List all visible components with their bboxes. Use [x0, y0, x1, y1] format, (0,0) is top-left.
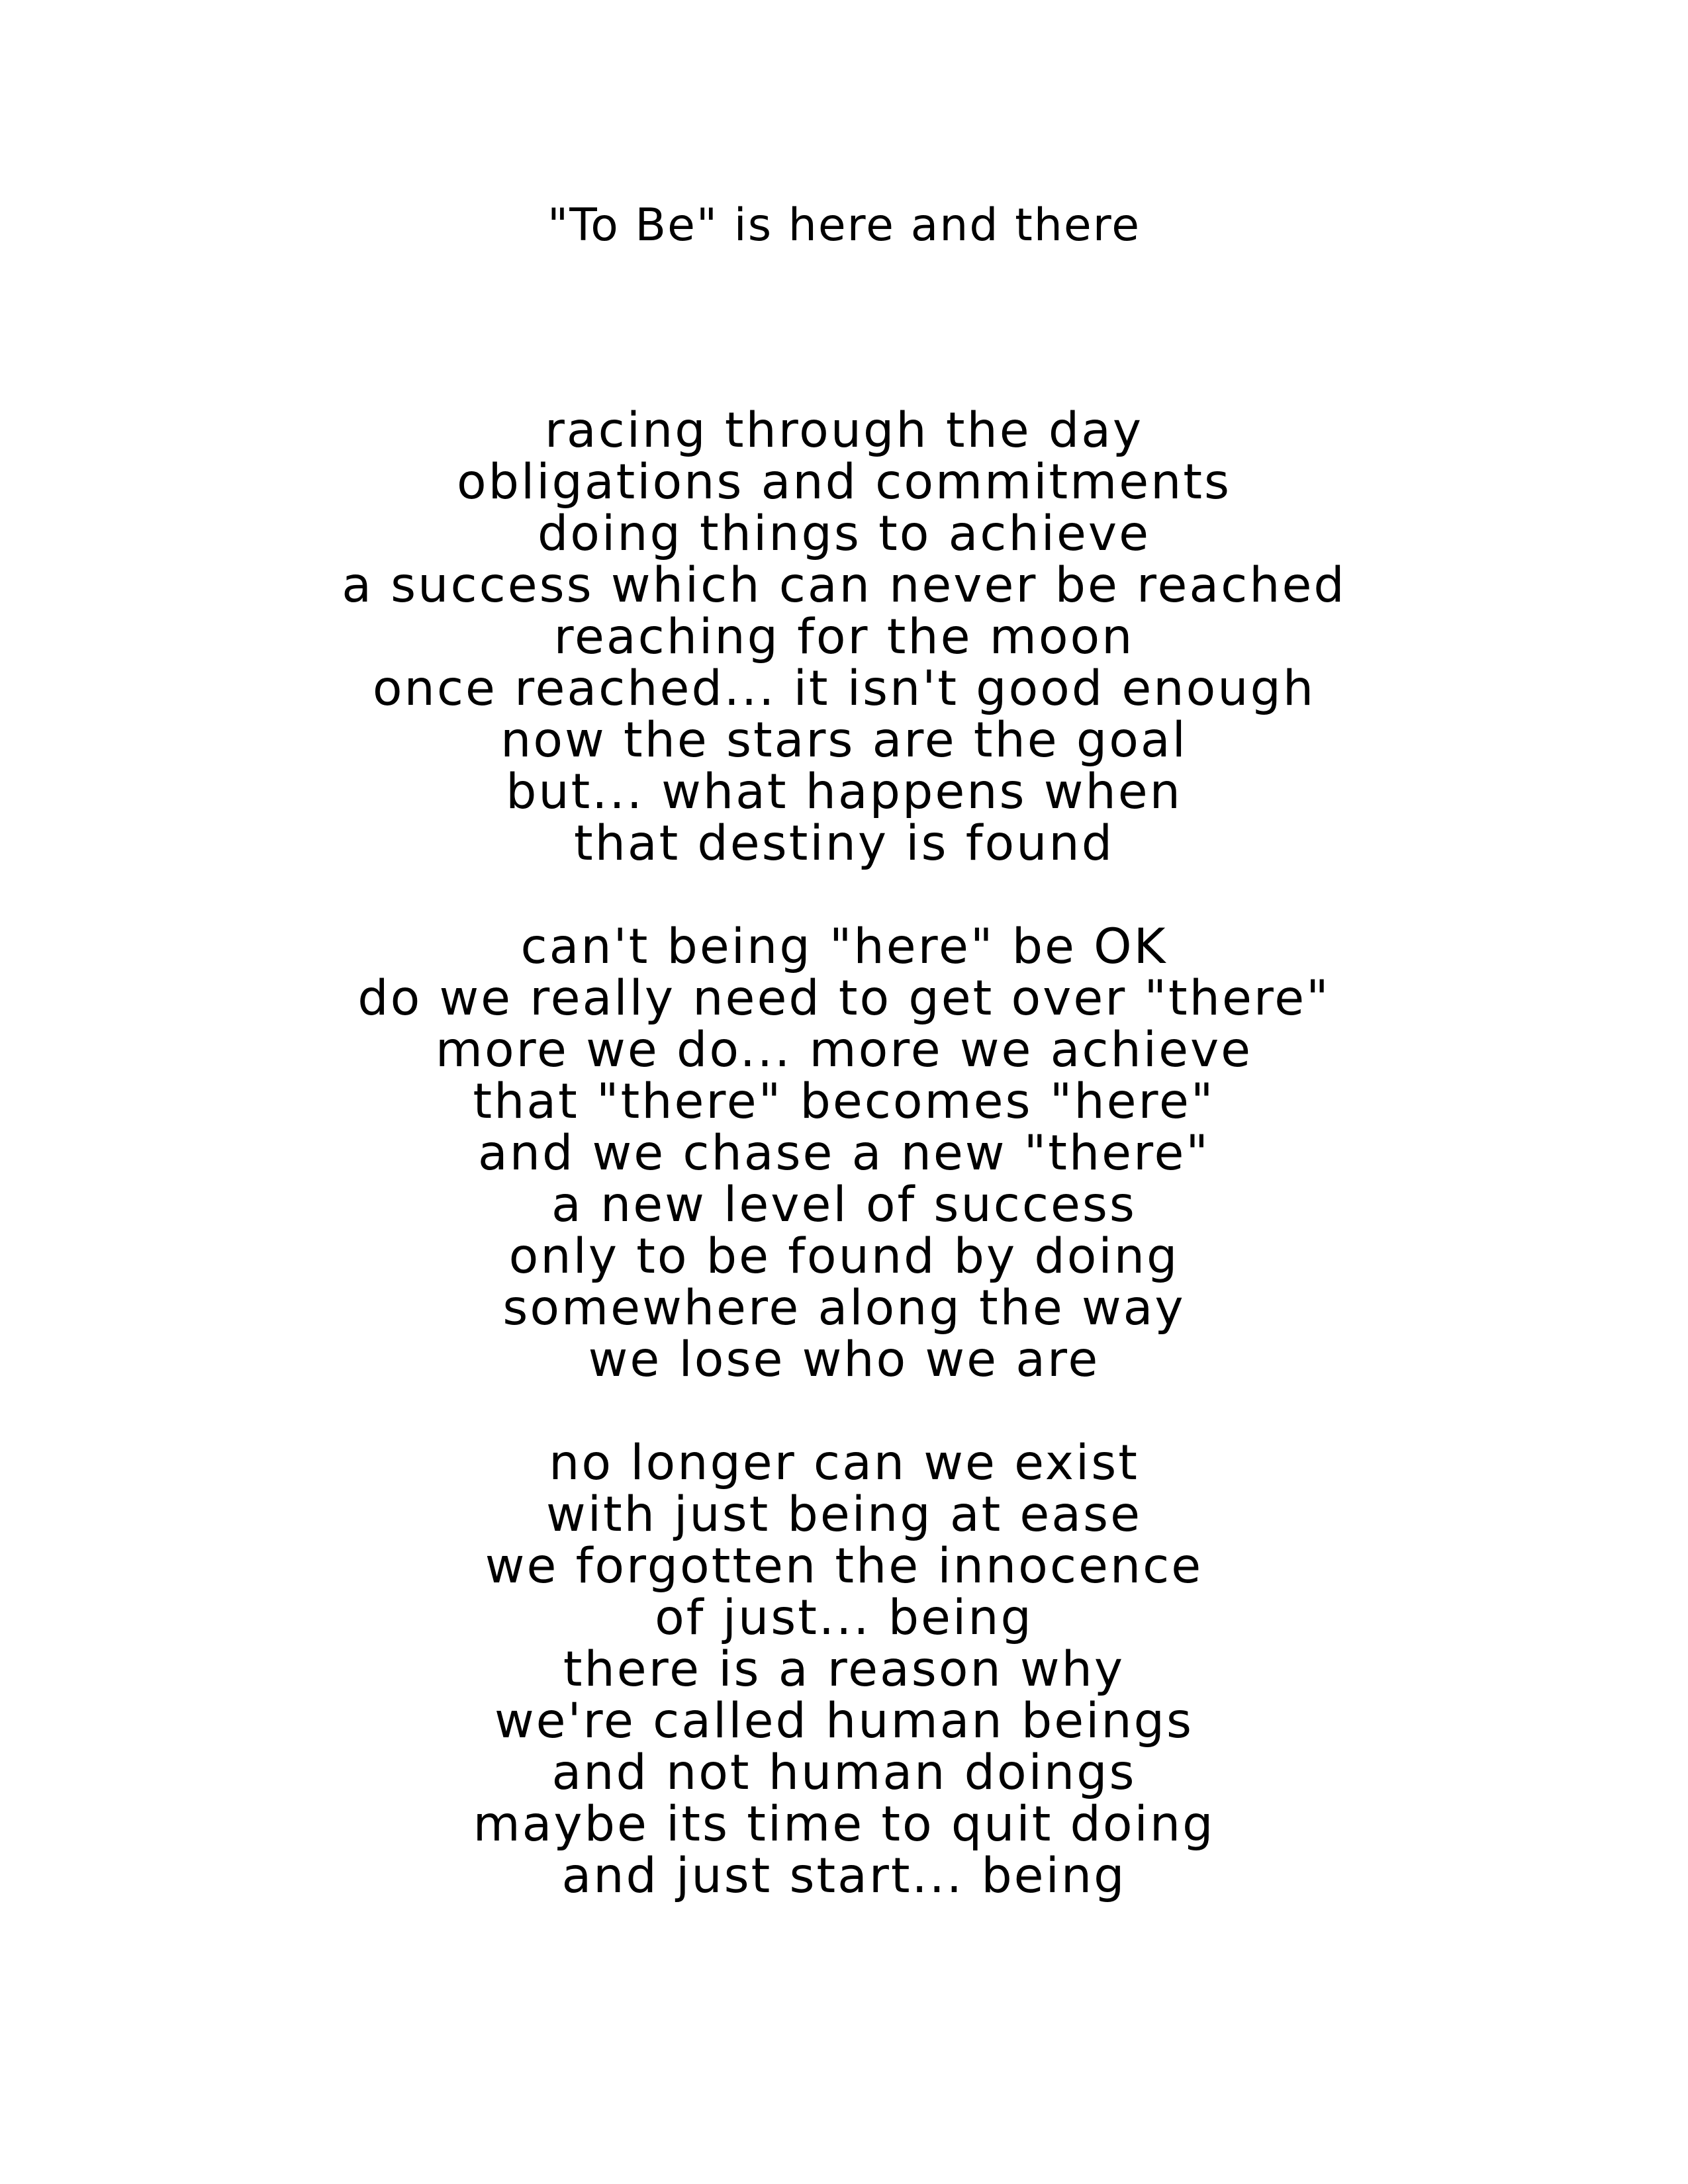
poem-line: reaching for the moon [553, 609, 1135, 665]
poem-line: that destiny is found [573, 815, 1115, 872]
poem-line: somewhere along the way [502, 1280, 1186, 1336]
stanza-1 [0, 402, 1688, 872]
poem-line: we're called human beings [494, 1693, 1194, 1749]
poem-line: with just being at ease [546, 1486, 1142, 1543]
poem-line: obligations and commitments [456, 454, 1232, 510]
poem-line: and just start... being [561, 1848, 1127, 1904]
poem-line: once reached... it isn't good enough [372, 660, 1316, 717]
poem-title: "To Be" is here and there [547, 199, 1141, 251]
poem-line: a success which can never be reached [342, 557, 1346, 614]
poem-line: we forgotten the innocence [485, 1538, 1203, 1594]
poem-line: there is a reason why [563, 1641, 1125, 1698]
poem-line: a new level of success [551, 1177, 1137, 1233]
poem-line: no longer can we exist [549, 1435, 1139, 1491]
poem-line: can't being "here" be OK [520, 919, 1168, 975]
poem-line: and not human doings [551, 1745, 1137, 1801]
poem-line: doing things to achieve [537, 506, 1151, 562]
poem-line: of just... being [655, 1590, 1033, 1646]
poem-line: now the stars are the goal [500, 712, 1188, 768]
poem-line: and we chase a new "there" [478, 1125, 1210, 1181]
poem-line: only to be found by doing [508, 1228, 1180, 1285]
stanza-2 [0, 921, 1688, 1386]
poem-line: maybe its time to quit doing [473, 1796, 1215, 1852]
poem-line: we lose who we are [588, 1332, 1100, 1388]
poem-line: more we do... more we achieve [435, 1022, 1253, 1078]
poem-line: that "there" becomes "here" [473, 1073, 1215, 1130]
stanza-3 [0, 1437, 1688, 1902]
poem-line: but... what happens when [506, 764, 1182, 820]
poem-line: do we really need to get over "there" [357, 970, 1331, 1026]
poem-line: racing through the day [544, 402, 1144, 459]
